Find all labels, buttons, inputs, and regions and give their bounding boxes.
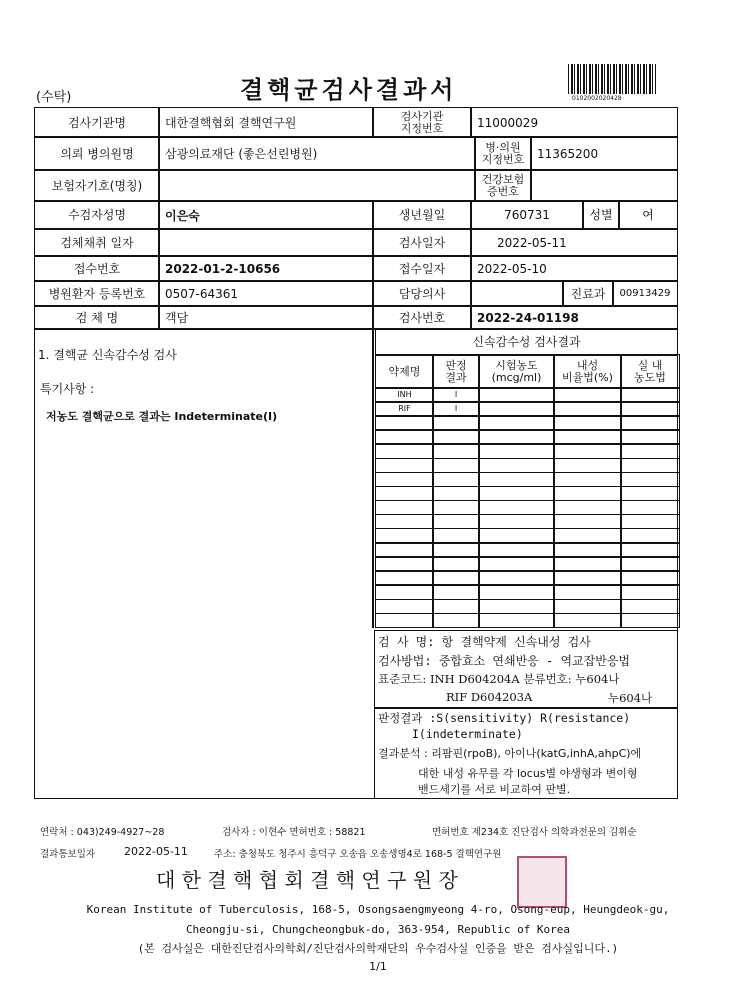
table-cell <box>432 613 480 629</box>
test-title: 1. 결핵균 신속감수성 검사 <box>38 348 177 362</box>
hospital-id: 11365200 <box>530 136 678 171</box>
specimen-label: 검 체 명 <box>34 305 160 330</box>
receipt-no-label: 접수번호 <box>34 255 160 282</box>
test-no-label: 검사번호 <box>372 305 472 330</box>
specimen: 객담 <box>158 305 374 330</box>
column-header: 판정 결과 <box>432 354 480 389</box>
insurance-card-label: 건강보험 증번호 <box>474 169 532 202</box>
test-date-label: 검사일자 <box>372 228 472 257</box>
judgement-legend-2: I(indeterminate) <box>412 727 523 741</box>
specialist: 면허번호 제234호 진단검사 의학과전문의 김휘순 <box>432 827 637 838</box>
table-cell: I <box>432 387 480 403</box>
table-cell <box>553 613 622 629</box>
remarks-label: 특기사항 : <box>40 382 95 396</box>
test-date: 2022-05-11 <box>470 228 678 257</box>
insurer <box>158 169 476 202</box>
contact: 연락처 : 043)249-4927~28 <box>40 827 165 838</box>
table-cell <box>478 613 555 629</box>
method-code: 표준코드: INH D604204A 분류번호: 누604나 <box>378 672 620 686</box>
address-en-1: Korean Institute of Tuberculosis, 168-5, Osongsaengmyeong 4-ro, Osong-eup, Heungdeok-gu, <box>86 903 670 916</box>
address-en-2: Cheongju-si, Chungcheongbuk-do, 363-954, Republic of Korea <box>185 923 571 936</box>
table-cell: INH <box>375 387 434 403</box>
table-cell <box>375 613 434 629</box>
insurer-label: 보험자기호(명칭) <box>34 169 160 202</box>
receipt-date: 2022-05-10 <box>470 255 678 282</box>
dept: 00913429 <box>612 280 678 307</box>
barcode <box>568 64 656 94</box>
organization-name: 대 한 결 핵 협 회 결 핵 연 구 원 장 <box>156 868 458 892</box>
lab-name: 대한결핵협회 결핵연구원 <box>158 107 374 138</box>
table-cell: I <box>432 401 480 417</box>
method-test-name: 검 사 명: 항 결핵약제 신속내성 검사 <box>378 635 591 649</box>
official-seal <box>517 856 567 908</box>
table-cell <box>620 613 680 629</box>
report-date: 2022-05-11 <box>124 845 188 858</box>
sex: 여 <box>618 200 678 230</box>
table-cell: RIF <box>375 401 434 417</box>
remarks: 저농도 결핵균으로 결과는 Indeterminate(I) <box>46 410 278 423</box>
divider <box>374 707 678 709</box>
lab-id-label: 검사기관 지정번호 <box>372 107 472 138</box>
analysis-1: 결과분석 : 리팜핀(rpoB), 아이나(katG,inhA,ahpC)에 <box>378 747 642 760</box>
column-header: 내성 비율법(%) <box>553 354 622 389</box>
hospital: 삼광의료재단 (좋은선린병원) <box>158 136 476 171</box>
sex-label: 성별 <box>582 200 620 230</box>
patient-name: 이은숙 <box>158 200 374 230</box>
column-header: 실 내 농도법 <box>620 354 680 389</box>
lab-id: 11000029 <box>470 107 678 138</box>
consignment-tag: (수탁) <box>36 90 72 105</box>
patient-reg: 0507-64361 <box>158 280 374 307</box>
lab-name-label: 검사기관명 <box>34 107 160 138</box>
hospital-id-label: 병·의원 지정번호 <box>474 136 532 171</box>
insurance-card <box>530 169 678 202</box>
divider <box>372 328 374 628</box>
certification-note: (본 검사실은 대한진단검사의학회/진단검사의학재단의 우수검사실 인증을 받은 검사실입니다.) <box>137 942 619 955</box>
test-no: 2022-24-01198 <box>470 305 678 330</box>
report-date-label: 결과통보일자 <box>40 849 96 860</box>
tester: 검사자 : 이현수 면허번호 : 58821 <box>222 827 366 838</box>
page-title: 결핵균검사결과서 <box>240 76 458 104</box>
doctor <box>470 280 564 307</box>
dept-label: 진료과 <box>562 280 614 307</box>
analysis-3: 밴드세기를 서로 비교하여 판별. <box>418 783 571 796</box>
method-code-rif: RIF D604203A <box>446 690 533 704</box>
analysis-2: 대한 내성 유무를 각 locus별 야생형과 변이형 <box>418 767 638 780</box>
dob: 760731 <box>470 200 584 230</box>
dob-label: 생년월일 <box>372 200 472 230</box>
address: 주소: 충청북도 청주시 흥덕구 오송읍 오송생명4로 168-5 결핵연구원 <box>214 849 502 860</box>
column-header: 시험농도 (mcg/ml) <box>478 354 555 389</box>
column-header: 약제명 <box>375 354 434 389</box>
hospital-label: 의뢰 병의원명 <box>34 136 160 171</box>
receipt-no: 2022-01-2-10656 <box>158 255 374 282</box>
patient-reg-label: 병원환자 등록번호 <box>34 280 160 307</box>
judgement-legend: 판정결과 :S(sensitivity) R(resistance) <box>378 711 631 725</box>
method-class-rif: 누604나 <box>608 691 653 705</box>
doctor-label: 담당의사 <box>372 280 472 307</box>
collection-date-label: 검체채취 일자 <box>34 228 160 257</box>
page-number: 1/1 <box>369 960 387 973</box>
collection-date <box>158 228 374 257</box>
method-technique: 검사방법: 중합효소 연쇄반응 - 역교잡반응법 <box>378 654 631 668</box>
patient-label: 수검자성명 <box>34 200 160 230</box>
susceptibility-title: 신속감수성 검사결과 <box>375 328 678 356</box>
receipt-date-label: 접수일자 <box>372 255 472 282</box>
barcode-number: 0102002020428 <box>572 95 622 102</box>
